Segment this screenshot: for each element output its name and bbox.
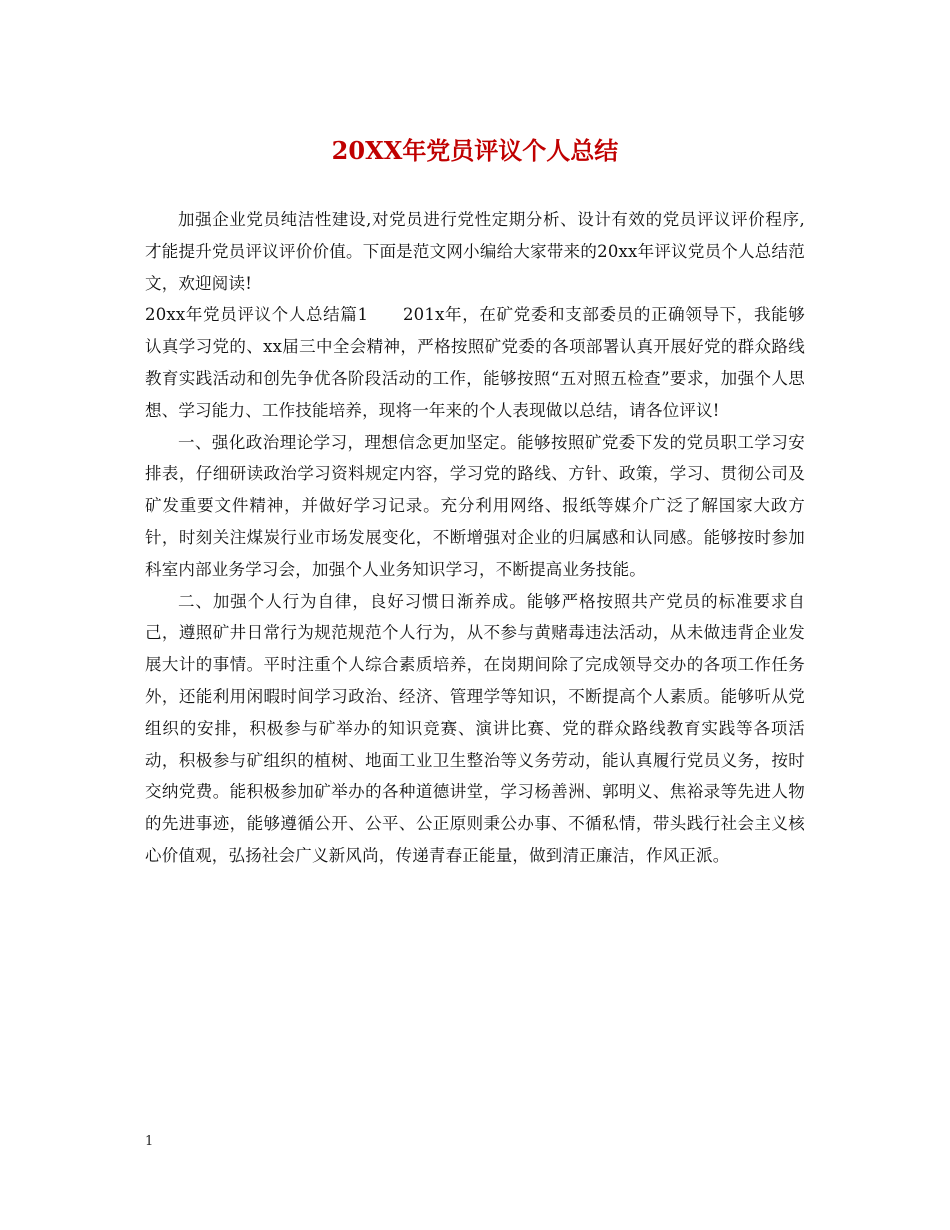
section-one-paragraph: 一、强化政治理论学习，理想信念更加坚定。能够按照矿党委下发的党员职工学习安排表，仔细研读政治学习资料规定内容，学习党的路线、方针、政策，学习、贯彻公司及矿发重要文件精神，并做好学习记录。充分利用网络、报纸等媒介广泛了解国家大政方针，时刻关注煤炭行业市场发展变化，不断增强对企业的归属感和认同感。能够按时参加科室内部业务学习会，加强个人业务知识学习，不断提高业务技能。 [145,432,805,579]
section-heading-paragraph: 20xx年党员评议个人总结篇1 201x年，在矿党委和支部委员的正确领导下，我能够认真学习党的、xx届三中全会精神，严格按照矿党委的各项部署认真开展好党的群众路线教育实践活动和创先争优各阶段活动的工作，能够按照“五对照五检查”要求，加强个人思想、学习能力、工作技能培养，现将一年来的个人表现做以总结，请各位评议! [145,305,805,420]
intro-paragraph: 加强企业党员纯洁性建设,对党员进行党性定期分析、设计有效的党员评议评价程序,才能提升党员评议评价价值。下面是范文网小编给大家带来的20xx年评议党员个人总结范文，欢迎阅读! [145,210,805,293]
section-two-paragraph: 二、加强个人行为自律，良好习惯日渐养成。能够严格按照共产党员的标准要求自己，遵照矿井日常行为规范规范个人行为，从不参与黄赌毒违法活动，从未做违背企业发展大计的事情。平时注重个人综合素质培养，在岗期间除了完成领导交办的各项工作任务外，还能利用闲暇时间学习政治、经济、管理学等知识，不断提高个人素质。能够听从党组织的安排，积极参与矿举办的知识竞赛、演讲比赛、党的群众路线教育实践等各项活动，积极参与矿组织的植树、地面工业卫生整治等义务劳动，能认真履行党员义务，按时交纳党费。能积极参加矿举办的各种道德讲堂，学习杨善洲、郭明义、焦裕录等先进人物的先进事迹，能够遵循公开、公平、公正原则秉公办事、不循私情，带头践行社会主义核心价值观，弘扬社会广义新风尚，传递青春正能量，做到清正廉洁，作风正派。 [145,591,805,865]
page-number: 1 [145,1134,154,1149]
document-title: 20XX年党员评议个人总结 [331,136,619,165]
document-body [145,204,805,872]
